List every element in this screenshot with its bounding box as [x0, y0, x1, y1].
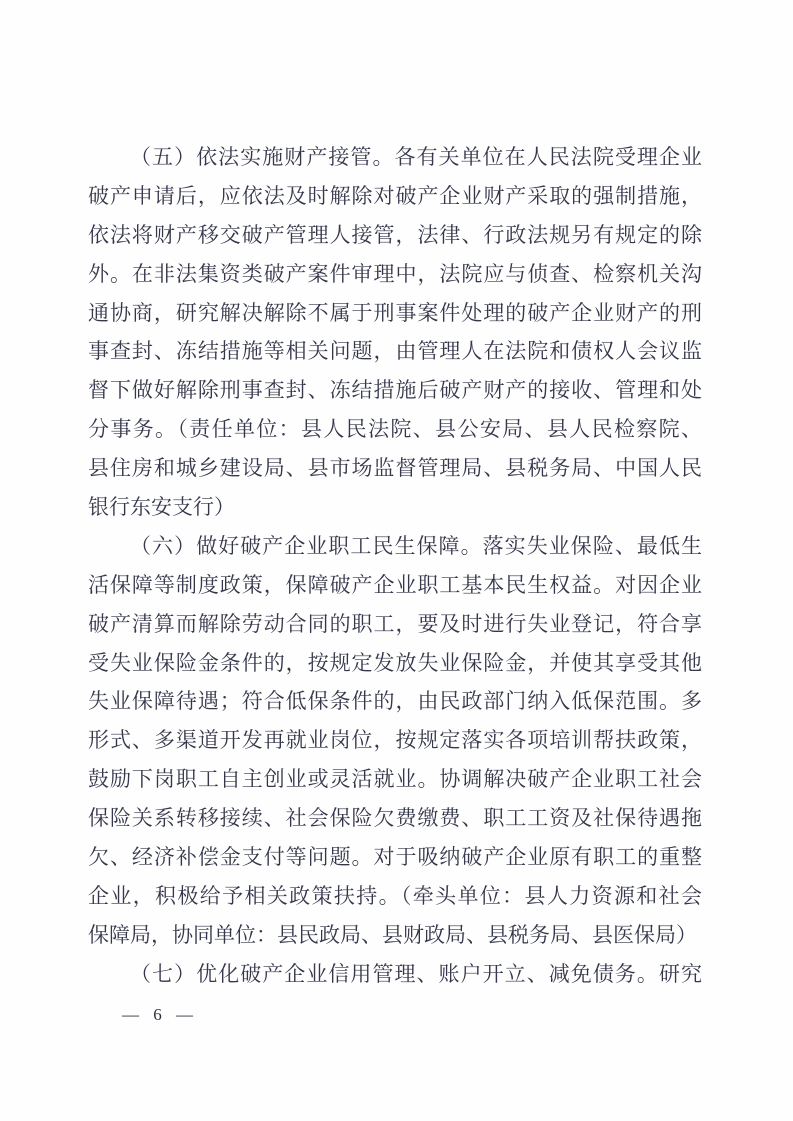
- page-number: — 6 —: [122, 1005, 195, 1024]
- text-line: （七）优化破产企业信用管理、账户开立、减免债务。研究: [130, 961, 702, 986]
- text-line: 活保障等制度政策，保障破产企业职工基本民生权益。对因企业: [88, 572, 702, 597]
- text-line: 欠、经济补偿金支付等问题。对于吸纳破产企业原有职工的重整: [88, 845, 702, 870]
- document-body: [88, 138, 702, 994]
- text-line: 事查封、冻结措施等相关问题，由管理人在法院和债权人会议监: [88, 339, 702, 364]
- text-line: 受失业保险金条件的，按规定发放失业保险金，并使其享受其他: [88, 650, 702, 675]
- paragraph-item-5: [88, 138, 702, 527]
- paragraph-item-6: [88, 527, 702, 955]
- text-line: 形式、多渠道开发再就业岗位，按规定落实各项培训帮扶政策，: [88, 728, 702, 753]
- text-line: 依法将财产移交破产管理人接管，法律、行政法规另有规定的除: [88, 222, 702, 247]
- text-line: 县住房和城乡建设局、县市场监督管理局、县税务局、中国人民: [88, 456, 702, 481]
- text-line: 保障局，协同单位：县民政局、县财政局、县税务局、县医保局）: [88, 922, 697, 947]
- text-line: 破产申请后，应依法及时解除对破产企业财产采取的强制措施，: [88, 183, 702, 208]
- text-line: （六）做好破产企业职工民生保障。落实失业保险、最低生: [130, 533, 702, 558]
- paragraph-item-7: [88, 955, 702, 994]
- text-line: 失业保障待遇；符合低保条件的，由民政部门纳入低保范围。多: [88, 689, 702, 714]
- text-line: 通协商，研究解决解除不属于刑事案件处理的破产企业财产的刑: [88, 300, 702, 325]
- text-line: （五）依法实施财产接管。各有关单位在人民法院受理企业: [130, 145, 702, 169]
- text-line: 督下做好解除刑事查封、冻结措施后破产财产的接收、管理和处: [88, 378, 702, 403]
- text-line: 银行东安支行）: [88, 495, 235, 520]
- text-line: 鼓励下岗职工自主创业或灵活就业。协调解决破产企业职工社会: [88, 767, 702, 792]
- text-line: 破产清算而解除劳动合同的职工，要及时进行失业登记，符合享: [88, 611, 702, 636]
- text-line: 企业，积极给予相关政策扶持。（牵头单位：县人力资源和社会: [88, 883, 702, 908]
- text-line: 分事务。（责任单位：县人民法院、县公安局、县人民检察院、: [88, 417, 702, 442]
- text-line: 外。在非法集资类破产案件审理中，法院应与侦查、检察机关沟: [88, 261, 702, 286]
- text-line: 保险关系转移接续、社会保险欠费缴费、职工工资及社保待遇拖: [88, 806, 702, 831]
